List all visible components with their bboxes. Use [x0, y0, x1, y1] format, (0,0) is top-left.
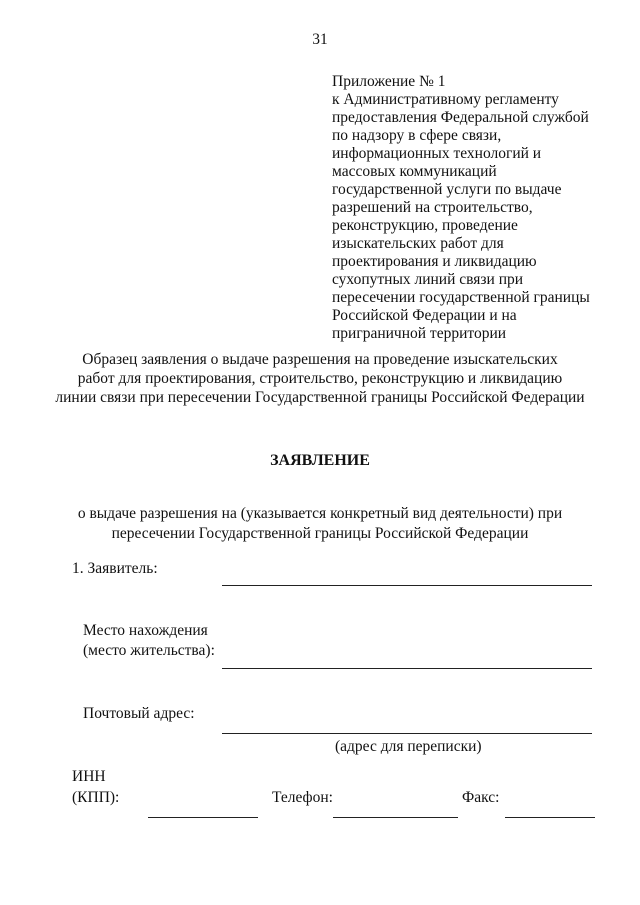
appendix-line: государственной услуги по выдаче: [332, 181, 562, 198]
sample-title: [0, 350, 640, 407]
appendix-line: изыскательских работ для: [332, 235, 504, 252]
appendix-line: к Административному регламенту: [332, 91, 559, 108]
fax-field-line[interactable]: [505, 817, 595, 818]
postal-address-hint: (адрес для переписки): [335, 738, 482, 755]
inn-field-line[interactable]: [148, 817, 258, 818]
appendix-line: информационных технологий и: [332, 145, 542, 162]
appendix-line: по надзору в сфере связи,: [332, 127, 502, 144]
document-subtitle: [0, 504, 640, 544]
appendix-line: разрешений на строительство,: [332, 199, 533, 216]
fax-label: Факс:: [462, 789, 500, 806]
sample-title-line: работ для проектирования, строительство, реконструкцию и ликвидацию: [77, 370, 563, 387]
location-field-line[interactable]: [222, 668, 592, 669]
appendix-line: проектирования и ликвидацию: [332, 253, 537, 270]
appendix-line: реконструкцию, проведение: [332, 217, 518, 234]
applicant-field-line[interactable]: [222, 585, 592, 586]
appendix-line: предоставления Федеральной службой: [332, 109, 589, 126]
sample-title-line: Образец заявления о выдаче разрешения на проведение изыскательских: [82, 351, 558, 368]
appendix-line: Приложение № 1: [332, 73, 446, 90]
appendix-line: сухопутных линий связи при: [332, 271, 524, 288]
appendix-line: Российской Федерации и на: [332, 307, 517, 324]
document-title: ЗАЯВЛЕНИЕ: [270, 452, 370, 469]
location-label-sub: (место жительства):: [83, 642, 215, 659]
subtitle-line: пересечении Государственной границы Российской Федерации: [111, 525, 529, 542]
inn-label: ИНН: [72, 768, 106, 785]
applicant-label: 1. Заявитель:: [72, 560, 158, 577]
appendix-line: приграничной территории: [332, 325, 507, 342]
appendix-line: пересечении государственной границы: [332, 289, 590, 306]
sample-title-line: линии связи при пересечении Государственной границы Российской Федерации: [55, 389, 585, 406]
postal-address-label: Почтовый адрес:: [83, 705, 195, 722]
subtitle-line: о выдаче разрешения на (указывается конкретный вид деятельности) при: [77, 505, 563, 522]
appendix-note: [332, 73, 632, 343]
postal-address-field-line[interactable]: [222, 733, 592, 734]
phone-field-line[interactable]: [333, 817, 458, 818]
kpp-label: (КПП):: [72, 789, 120, 806]
appendix-line: массовых коммуникаций: [332, 163, 497, 180]
phone-label: Телефон:: [272, 789, 333, 806]
location-label: Место нахождения: [83, 622, 208, 639]
page-number: 31: [312, 31, 328, 48]
